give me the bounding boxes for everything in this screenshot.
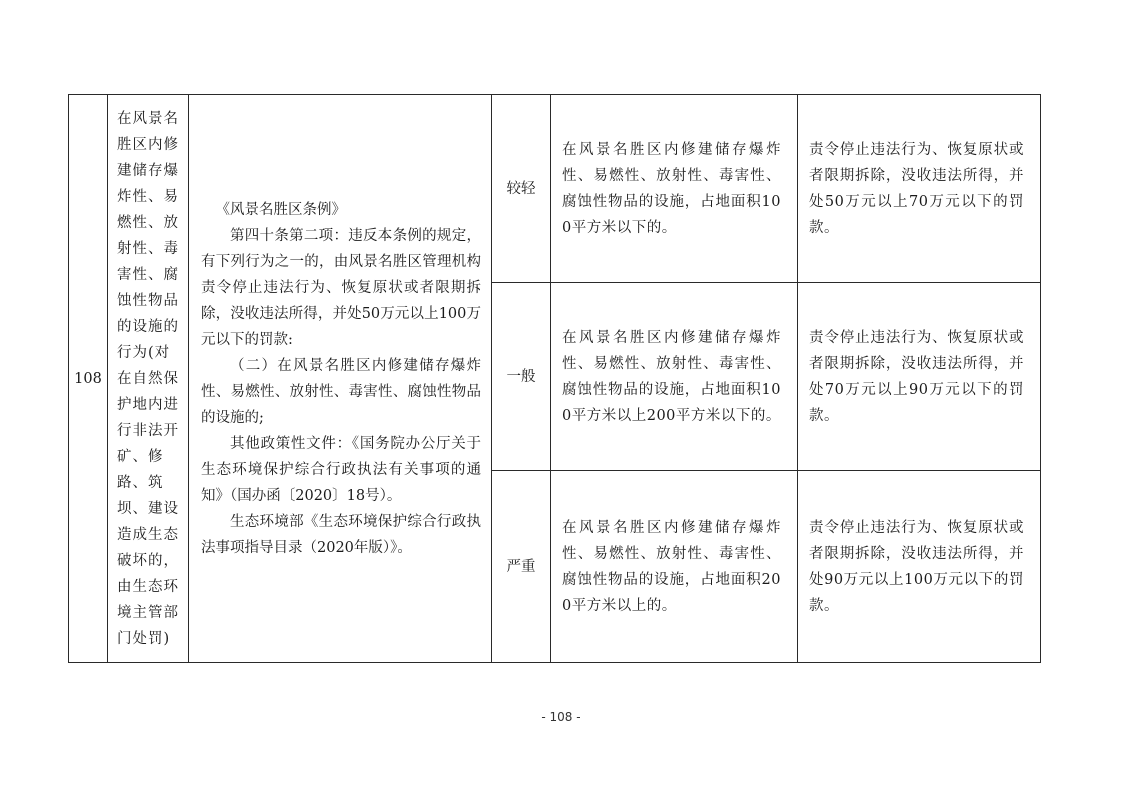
legal-basis xyxy=(189,197,491,561)
severity-level: 较轻 xyxy=(492,95,551,283)
circumstance-text: 在风景名胜区内修建储存爆炸性、易燃性、放射性、毒害性、腐蚀性物品的设施，占地面积100平方米以上200平方米以下的。 xyxy=(562,329,781,424)
circumstance-cell xyxy=(551,283,798,471)
violation-behavior-text: 在风景名胜区内修建储存爆炸性、易燃性、放射性、毒害性、腐蚀性物品的设施的行为(对在自然保护地内进行非法开矿、修路、筑坝、建设造成生态破坏的，由生态环境主管部门处罚) xyxy=(117,110,179,647)
legal-basis-policy-document: 其他政策性文件：《国务院办公厅关于生态环境保护综合行政执法有关事项的通知》（国办函〔2020〕18号）。 xyxy=(201,435,481,504)
circumstance-text: 在风景名胜区内修建储存爆炸性、易燃性、放射性、毒害性、腐蚀性物品的设施，占地面积100平方米以下的。 xyxy=(562,141,781,236)
legal-basis-item: （二）在风景名胜区内修建储存爆炸性、易燃性、放射性、毒害性、腐蚀性物品的设施的; xyxy=(201,357,481,426)
legal-basis-article: 第四十条第二项：违反本条例的规定，有下列行为之一的，由风景名胜区管理机构责令停止违法行为、恢复原状或者限期拆除，没收违法所得，并处50万元以上100万元以下的罚款: xyxy=(201,227,481,348)
page-number: - 108 - xyxy=(541,710,581,724)
penalty-standard-table xyxy=(68,94,1041,663)
violation-behavior-cell xyxy=(108,95,189,663)
severity-level: 严重 xyxy=(492,471,551,663)
legal-basis-regulation-title: 《风景名胜区条例》 xyxy=(215,201,346,218)
penalty-cell xyxy=(798,95,1041,283)
circumstance-cell xyxy=(551,95,798,283)
penalty-text: 责令停止违法行为、恢复原状或者限期拆除，没收违法所得，并处70万元以上90万元以下的罚款。 xyxy=(809,329,1024,424)
penalty-cell xyxy=(798,471,1041,663)
legal-basis-catalog: 生态环境部《生态环境保护综合行政执法事项指导目录（2020年版）》。 xyxy=(201,513,481,556)
circumstance-text: 在风景名胜区内修建储存爆炸性、易燃性、放射性、毒害性、腐蚀性物品的设施，占地面积200平方米以上的。 xyxy=(562,519,781,614)
penalty-cell xyxy=(798,283,1041,471)
table-row xyxy=(69,95,1041,283)
legal-basis-cell xyxy=(189,95,492,663)
severity-level: 一般 xyxy=(492,283,551,471)
circumstance-cell xyxy=(551,471,798,663)
row-number: 108 xyxy=(69,95,108,663)
penalty-text: 责令停止违法行为、恢复原状或者限期拆除，没收违法所得，并处90万元以上100万元以下的罚款。 xyxy=(809,519,1024,614)
penalty-text: 责令停止违法行为、恢复原状或者限期拆除，没收违法所得，并处50万元以上70万元以下的罚款。 xyxy=(809,141,1024,236)
